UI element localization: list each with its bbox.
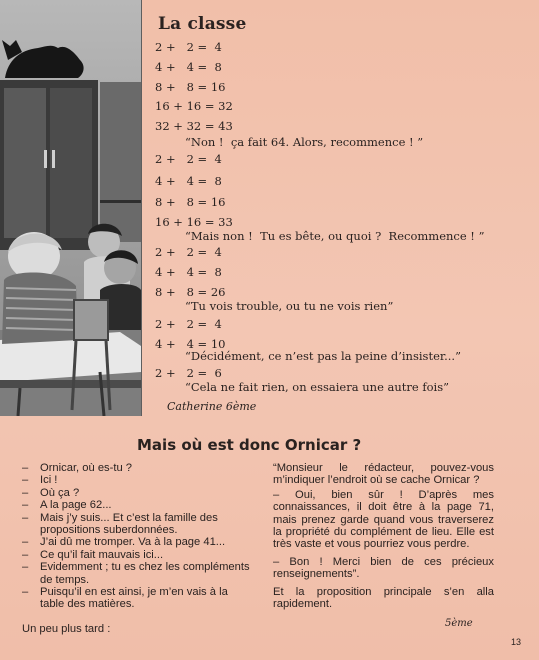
poem-line: 4 + 4 = 10 xyxy=(155,337,226,351)
dialogue-text: Ornicar, où es-tu ? xyxy=(40,462,133,474)
story-right-column xyxy=(273,462,494,615)
story-paragraph: – Oui, bien sûr ! D’après mes connaissances, il doit être à la page 71, mais prenez garde quand vous traverserez la propriété du complément de lieu. Elle est très vaste et vous pourriez vous perdre. xyxy=(273,488,494,551)
story-author: 5ème xyxy=(445,618,473,629)
poem-line: 32 + 32 = 43 xyxy=(155,119,233,133)
story-left-column xyxy=(22,462,255,635)
dialogue-text: Ce qu’il fait mauvais ici... xyxy=(40,548,164,561)
dialogue-dash: – xyxy=(22,536,29,549)
dialogue-dash: – xyxy=(22,474,29,487)
poem-line: 16 + 16 = 32 xyxy=(155,99,233,113)
dialogue-line xyxy=(22,462,255,474)
story-later-line: Un peu plus tard : xyxy=(22,622,111,635)
poem-line: 4 + 4 = 8 xyxy=(155,60,222,74)
poem-line: 8 + 8 = 16 xyxy=(155,195,226,209)
poem-line: 2 + 2 = 4 xyxy=(155,317,222,331)
dialogue-line xyxy=(22,549,255,561)
classroom-photo xyxy=(0,0,142,416)
poem-line: 4 + 4 = 8 xyxy=(155,174,222,188)
poem-line: 2 + 2 = 4 xyxy=(155,40,222,54)
poem-line: 2 + 2 = 6 xyxy=(155,366,222,380)
story-paragraph: Et la proposition principale s’en alla rapidement. xyxy=(273,585,494,611)
dialogue-line xyxy=(22,487,255,499)
dialogue-dash: – xyxy=(22,586,29,599)
story-title: Mais où est donc Ornicar ? xyxy=(137,436,362,454)
dialogue-dash: – xyxy=(22,548,29,561)
poem-line: 2 + 2 = 4 xyxy=(155,152,222,166)
dialogue-line xyxy=(22,474,255,486)
dialogue-dash: – xyxy=(22,486,29,499)
poem-line: 4 + 4 = 8 xyxy=(155,265,222,279)
dialogue-dash: – xyxy=(22,462,29,474)
dialogue-line xyxy=(22,512,255,537)
dialogue-dash: – xyxy=(22,561,29,574)
story-paragraph: – Bon ! Merci bien de ces précieux renseignements”. xyxy=(273,555,494,581)
dialogue-dash: – xyxy=(22,511,29,524)
poem-line: “Décidément, ce n’est pas la peine d’insister...” xyxy=(185,349,461,363)
poem-line: “Non ! ça fait 64. Alors, recommence ! ” xyxy=(185,135,424,149)
dialogue-line xyxy=(22,536,255,548)
dialogue-text: Où ça ? xyxy=(40,486,80,499)
dialogue-line xyxy=(22,586,255,611)
dialogue-text: Ici ! xyxy=(40,474,58,487)
dialogue-dash: – xyxy=(22,499,29,512)
classroom-photo-graphic xyxy=(0,0,141,416)
poem-title: La classe xyxy=(158,14,247,34)
dialogue-text: A la page 62... xyxy=(40,499,112,512)
page-number: 13 xyxy=(511,637,522,647)
dialogue-text: Evidemment ; tu es chez les compléments de temps. xyxy=(40,561,250,586)
dialogue-text: J’ai dû me tromper. Va à la page 41... xyxy=(40,536,226,549)
poem-line: 16 + 16 = 33 xyxy=(155,215,233,229)
poem-line: 2 + 2 = 4 xyxy=(155,245,222,259)
dialogue-text: Puisqu’il en est ainsi, je m’en vais à la table des matières. xyxy=(40,586,228,611)
dialogue-line xyxy=(22,499,255,511)
poem-line: “Mais non ! Tu es bête, ou quoi ? Recommence ! ” xyxy=(185,229,485,243)
poem-line: “Tu vois trouble, ou tu ne vois rien” xyxy=(185,299,394,313)
poem-line: 8 + 8 = 16 xyxy=(155,80,226,94)
dialogue-line xyxy=(22,561,255,586)
dialogue-text: Mais j’y suis... Et c’est la famille des propositions suberdonnées. xyxy=(40,511,218,537)
story-paragraph: “Monsieur le rédacteur, pouvez-vous m’indiquer l’endroit où se cache Ornicar ? xyxy=(273,462,494,487)
poem-line: “Cela ne fait rien, on essaiera une autre fois” xyxy=(185,380,450,394)
poem-line: 8 + 8 = 26 xyxy=(155,285,226,299)
poem-signature: Catherine 6ème xyxy=(167,400,257,413)
